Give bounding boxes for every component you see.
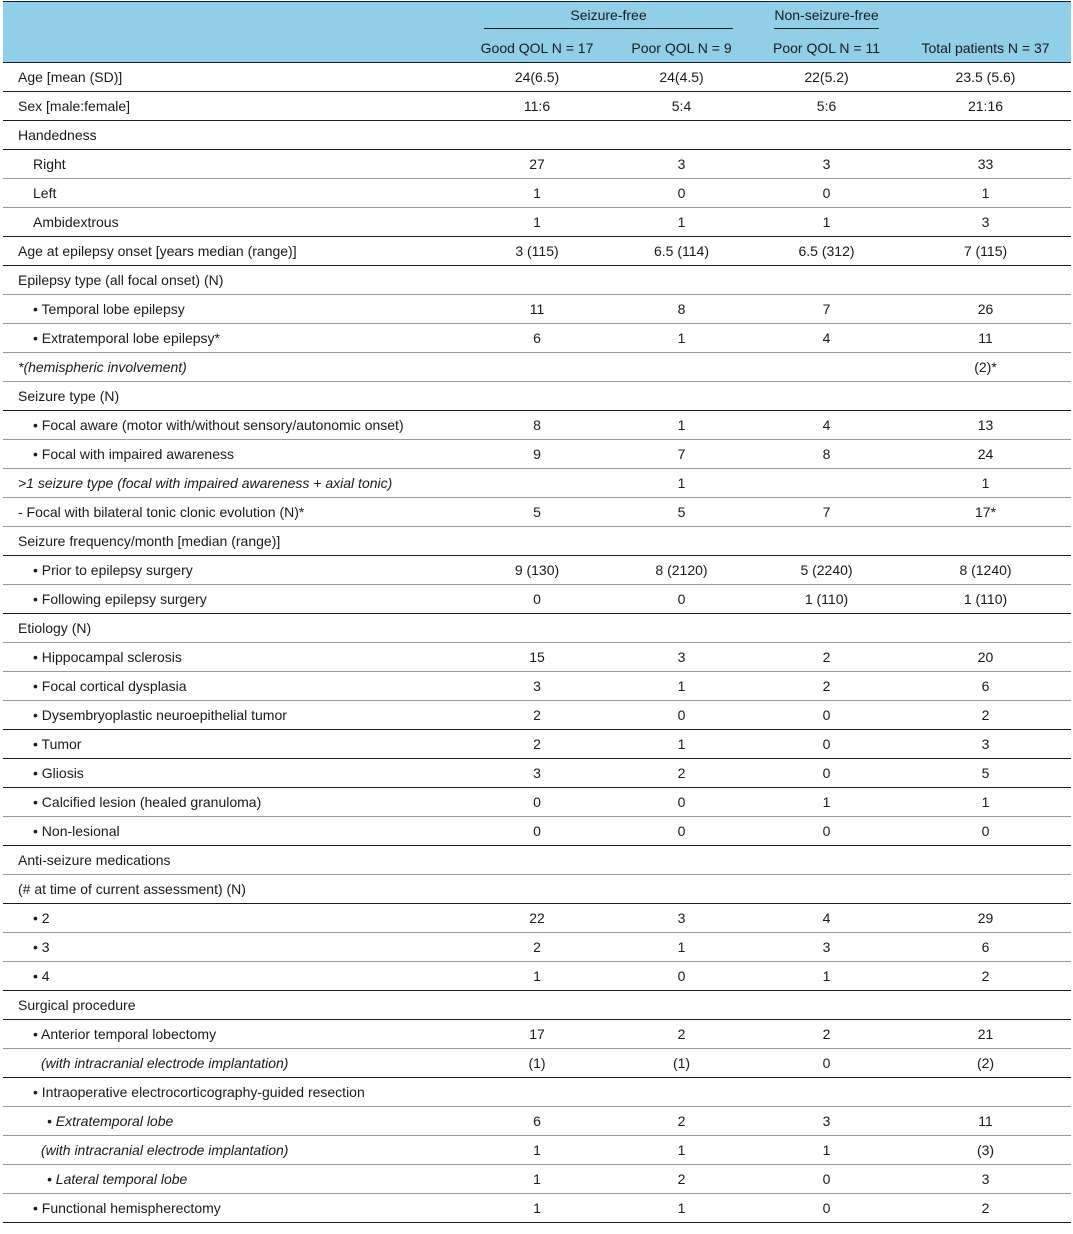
row-value: 2 bbox=[464, 730, 610, 759]
row-value: 7 (115) bbox=[900, 237, 1071, 266]
table-row bbox=[3, 63, 1071, 92]
row-label: • 3 bbox=[3, 933, 464, 962]
row-value: 2 bbox=[753, 643, 900, 672]
row-value bbox=[753, 469, 900, 498]
row-label: • Calcified lesion (healed granuloma) bbox=[3, 788, 464, 817]
row-value: 1 bbox=[464, 1194, 610, 1223]
row-value: 1 bbox=[753, 788, 900, 817]
row-value: 9 (130) bbox=[464, 556, 610, 585]
table-row bbox=[3, 1136, 1071, 1165]
row-value bbox=[753, 527, 900, 556]
table-row bbox=[3, 179, 1071, 208]
table-row bbox=[3, 440, 1071, 469]
table-row bbox=[3, 643, 1071, 672]
row-label: • Focal cortical dysplasia bbox=[3, 672, 464, 701]
row-value: 0 bbox=[464, 817, 610, 846]
row-label: Anti-seizure medications bbox=[3, 846, 464, 875]
row-label: >1 seizure type (focal with impaired awareness + axial tonic) bbox=[3, 469, 464, 498]
table-row bbox=[3, 614, 1071, 643]
table-row bbox=[3, 121, 1071, 150]
group-header-seizure-free: Seizure-free bbox=[464, 2, 753, 35]
row-value: 3 bbox=[753, 933, 900, 962]
row-label: (with intracranial electrode implantation) bbox=[3, 1136, 464, 1165]
row-value bbox=[464, 121, 610, 150]
row-value: 8 (1240) bbox=[900, 556, 1071, 585]
row-value: 6.5 (114) bbox=[610, 237, 753, 266]
row-value: 1 bbox=[464, 1165, 610, 1194]
row-value: 1 (110) bbox=[900, 585, 1071, 614]
table-row bbox=[3, 585, 1071, 614]
row-value bbox=[610, 875, 753, 904]
row-value bbox=[610, 991, 753, 1020]
row-value: 2 bbox=[900, 1194, 1071, 1223]
table-row bbox=[3, 846, 1071, 875]
row-value: 11 bbox=[900, 1107, 1071, 1136]
table-row bbox=[3, 295, 1071, 324]
row-value: 1 bbox=[464, 962, 610, 991]
row-value: 0 bbox=[610, 701, 753, 730]
header-column-row bbox=[3, 34, 1071, 63]
row-value: 5 (2240) bbox=[753, 556, 900, 585]
table-row bbox=[3, 1194, 1071, 1223]
row-value: 22 bbox=[464, 904, 610, 933]
row-value: 3 bbox=[900, 730, 1071, 759]
table-row bbox=[3, 759, 1071, 788]
table-row bbox=[3, 991, 1071, 1020]
row-value: 0 bbox=[753, 1194, 900, 1223]
row-label: • 4 bbox=[3, 962, 464, 991]
row-value: 0 bbox=[753, 179, 900, 208]
row-label: Sex [male:female] bbox=[3, 92, 464, 121]
row-value: (3) bbox=[900, 1136, 1071, 1165]
row-value bbox=[753, 121, 900, 150]
row-value: 3 bbox=[610, 904, 753, 933]
row-value bbox=[464, 875, 610, 904]
row-value: 3 bbox=[610, 643, 753, 672]
row-label: • Anterior temporal lobectomy bbox=[3, 1020, 464, 1049]
row-value: 9 bbox=[464, 440, 610, 469]
row-value bbox=[900, 121, 1071, 150]
row-value bbox=[610, 121, 753, 150]
row-label: Age at epilepsy onset [years median (range)] bbox=[3, 237, 464, 266]
row-value: 4 bbox=[753, 411, 900, 440]
row-value: 3 bbox=[753, 1107, 900, 1136]
table-header bbox=[3, 2, 1071, 63]
row-value: 0 bbox=[610, 179, 753, 208]
row-value: 26 bbox=[900, 295, 1071, 324]
row-value: 3 bbox=[900, 208, 1071, 237]
row-value: 1 bbox=[610, 324, 753, 353]
row-value: 2 bbox=[753, 1020, 900, 1049]
row-label: • Extratemporal lobe epilepsy* bbox=[3, 324, 464, 353]
row-value: 1 bbox=[610, 730, 753, 759]
row-value bbox=[753, 353, 900, 382]
header-empty-cell bbox=[900, 2, 1071, 35]
row-value: 3 bbox=[753, 150, 900, 179]
row-value bbox=[900, 875, 1071, 904]
row-value bbox=[610, 527, 753, 556]
row-value: 1 bbox=[610, 672, 753, 701]
row-label: • Intraoperative electrocorticography-guided resection bbox=[3, 1078, 464, 1107]
row-value: 0 bbox=[753, 817, 900, 846]
row-value: 1 bbox=[900, 469, 1071, 498]
row-value: 23.5 (5.6) bbox=[900, 63, 1071, 92]
row-value bbox=[753, 614, 900, 643]
row-value bbox=[610, 382, 753, 411]
table-row bbox=[3, 1020, 1071, 1049]
header-group-row bbox=[3, 2, 1071, 35]
row-label: Seizure type (N) bbox=[3, 382, 464, 411]
row-value bbox=[900, 382, 1071, 411]
row-value: 5 bbox=[464, 498, 610, 527]
row-value bbox=[753, 266, 900, 295]
row-value: 8 bbox=[464, 411, 610, 440]
row-value: 0 bbox=[610, 788, 753, 817]
row-label: • Functional hemispherectomy bbox=[3, 1194, 464, 1223]
row-value: 1 bbox=[753, 1136, 900, 1165]
row-value: 0 bbox=[610, 962, 753, 991]
row-value bbox=[610, 353, 753, 382]
row-label: • Hippocampal sclerosis bbox=[3, 643, 464, 672]
row-label: Etiology (N) bbox=[3, 614, 464, 643]
column-header-total: Total patients N = 37 bbox=[921, 40, 1050, 56]
row-value: 21 bbox=[900, 1020, 1071, 1049]
table-row bbox=[3, 1078, 1071, 1107]
row-label: • Following epilepsy surgery bbox=[3, 585, 464, 614]
row-value: 2 bbox=[900, 962, 1071, 991]
row-value bbox=[753, 846, 900, 875]
row-value: (2) bbox=[900, 1049, 1071, 1078]
row-value: 3 (115) bbox=[464, 237, 610, 266]
row-label: Right bbox=[3, 150, 464, 179]
row-label: Handedness bbox=[3, 121, 464, 150]
table-row bbox=[3, 150, 1071, 179]
row-value: 1 bbox=[610, 1136, 753, 1165]
row-value bbox=[464, 991, 610, 1020]
row-label: Seizure frequency/month [median (range)] bbox=[3, 527, 464, 556]
row-value: 22(5.2) bbox=[753, 63, 900, 92]
row-value: 7 bbox=[753, 498, 900, 527]
row-value bbox=[464, 1078, 610, 1107]
row-value bbox=[464, 527, 610, 556]
row-value: 13 bbox=[900, 411, 1071, 440]
row-label: • Temporal lobe epilepsy bbox=[3, 295, 464, 324]
row-value: 0 bbox=[464, 788, 610, 817]
row-value: 17* bbox=[900, 498, 1071, 527]
table-row bbox=[3, 788, 1071, 817]
row-value bbox=[464, 846, 610, 875]
row-value: 24(4.5) bbox=[610, 63, 753, 92]
row-value: 21:16 bbox=[900, 92, 1071, 121]
row-label: *(hemispheric involvement) bbox=[3, 353, 464, 382]
table-row bbox=[3, 208, 1071, 237]
column-header-label bbox=[3, 34, 464, 63]
row-value: 4 bbox=[753, 904, 900, 933]
table-row bbox=[3, 266, 1071, 295]
row-value: 17 bbox=[464, 1020, 610, 1049]
row-label: - Focal with bilateral tonic clonic evolution (N)* bbox=[3, 498, 464, 527]
row-value: 0 bbox=[753, 730, 900, 759]
row-value: 20 bbox=[900, 643, 1071, 672]
row-value: 2 bbox=[753, 672, 900, 701]
table-row bbox=[3, 933, 1071, 962]
table-row bbox=[3, 324, 1071, 353]
row-value: 2 bbox=[464, 933, 610, 962]
row-value: 1 (110) bbox=[753, 585, 900, 614]
row-value: 3 bbox=[610, 150, 753, 179]
row-value: 1 bbox=[464, 179, 610, 208]
row-value: 0 bbox=[610, 585, 753, 614]
row-label: • Focal aware (motor with/without sensory/autonomic onset) bbox=[3, 411, 464, 440]
row-value bbox=[464, 469, 610, 498]
column-header-sf-good-qol: Good QOL N = 17 bbox=[480, 40, 594, 56]
row-value: 11 bbox=[900, 324, 1071, 353]
table-row bbox=[3, 92, 1071, 121]
row-value: 2 bbox=[610, 1165, 753, 1194]
row-value: 1 bbox=[610, 469, 753, 498]
row-value bbox=[753, 382, 900, 411]
column-header-sf-poor-qol: Poor QOL N = 9 bbox=[631, 40, 732, 56]
table-row bbox=[3, 962, 1071, 991]
table-row bbox=[3, 730, 1071, 759]
row-value: 24(6.5) bbox=[464, 63, 610, 92]
row-value: 1 bbox=[753, 208, 900, 237]
row-value: 11 bbox=[464, 295, 610, 324]
row-value bbox=[900, 1078, 1071, 1107]
row-value: 33 bbox=[900, 150, 1071, 179]
row-value: 1 bbox=[610, 208, 753, 237]
row-value: 5:4 bbox=[610, 92, 753, 121]
row-label: • Non-lesional bbox=[3, 817, 464, 846]
row-value: 0 bbox=[753, 759, 900, 788]
row-value: 3 bbox=[464, 759, 610, 788]
table-row bbox=[3, 411, 1071, 440]
row-value: 1 bbox=[900, 788, 1071, 817]
table-row bbox=[3, 1049, 1071, 1078]
row-value: 5 bbox=[900, 759, 1071, 788]
row-value bbox=[610, 266, 753, 295]
row-label: • Tumor bbox=[3, 730, 464, 759]
row-label: Epilepsy type (all focal onset) (N) bbox=[3, 266, 464, 295]
row-value: 1 bbox=[753, 962, 900, 991]
row-value: 4 bbox=[753, 324, 900, 353]
table-body bbox=[3, 63, 1071, 1223]
row-value bbox=[900, 846, 1071, 875]
table-row bbox=[3, 382, 1071, 411]
group-header-non-seizure-free: Non-seizure-free bbox=[753, 2, 900, 35]
row-value: 6 bbox=[464, 1107, 610, 1136]
table-row bbox=[3, 672, 1071, 701]
row-value bbox=[610, 1078, 753, 1107]
row-value: 1 bbox=[610, 1194, 753, 1223]
patient-characteristics-table bbox=[3, 1, 1071, 1223]
row-value: (1) bbox=[610, 1049, 753, 1078]
row-value: 15 bbox=[464, 643, 610, 672]
row-value bbox=[464, 353, 610, 382]
row-value: 8 (2120) bbox=[610, 556, 753, 585]
row-value: 2 bbox=[900, 701, 1071, 730]
row-value: 11:6 bbox=[464, 92, 610, 121]
row-value: 6 bbox=[464, 324, 610, 353]
row-label: Surgical procedure bbox=[3, 991, 464, 1020]
table-row bbox=[3, 817, 1071, 846]
row-value: 1 bbox=[900, 179, 1071, 208]
row-label: • 2 bbox=[3, 904, 464, 933]
row-value: 2 bbox=[610, 1107, 753, 1136]
row-label: • Prior to epilepsy surgery bbox=[3, 556, 464, 585]
row-value bbox=[900, 991, 1071, 1020]
table-row bbox=[3, 556, 1071, 585]
row-value: 7 bbox=[610, 440, 753, 469]
row-value bbox=[610, 614, 753, 643]
table-container bbox=[3, 1, 1071, 1223]
row-label: • Focal with impaired awareness bbox=[3, 440, 464, 469]
row-label: • Gliosis bbox=[3, 759, 464, 788]
row-label: • Lateral temporal lobe bbox=[3, 1165, 464, 1194]
table-row bbox=[3, 1107, 1071, 1136]
row-value bbox=[753, 875, 900, 904]
row-value: 3 bbox=[900, 1165, 1071, 1194]
row-value: 1 bbox=[464, 1136, 610, 1165]
row-value: 5 bbox=[610, 498, 753, 527]
column-header-nsf-poor-qol: Poor QOL N = 11 bbox=[773, 40, 881, 56]
row-value: 6 bbox=[900, 672, 1071, 701]
row-value bbox=[900, 527, 1071, 556]
row-value: 1 bbox=[464, 208, 610, 237]
row-value bbox=[900, 266, 1071, 295]
table-row bbox=[3, 237, 1071, 266]
row-value bbox=[753, 991, 900, 1020]
table-row bbox=[3, 1165, 1071, 1194]
row-value: 8 bbox=[610, 295, 753, 324]
row-label: Ambidextrous bbox=[3, 208, 464, 237]
row-value: 0 bbox=[610, 817, 753, 846]
row-value: 2 bbox=[610, 759, 753, 788]
row-value: 2 bbox=[464, 701, 610, 730]
row-value: 3 bbox=[464, 672, 610, 701]
row-value bbox=[464, 382, 610, 411]
row-value bbox=[464, 266, 610, 295]
row-label: Left bbox=[3, 179, 464, 208]
row-value: 1 bbox=[610, 411, 753, 440]
table-row bbox=[3, 701, 1071, 730]
row-value: 0 bbox=[464, 585, 610, 614]
row-value: 1 bbox=[610, 933, 753, 962]
row-label: • Extratemporal lobe bbox=[3, 1107, 464, 1136]
row-value: 0 bbox=[753, 1165, 900, 1194]
row-label: (# at time of current assessment) (N) bbox=[3, 875, 464, 904]
row-label: Age [mean (SD)] bbox=[3, 63, 464, 92]
row-value: 8 bbox=[753, 440, 900, 469]
row-value: 0 bbox=[753, 701, 900, 730]
row-value: 0 bbox=[753, 1049, 900, 1078]
table-row bbox=[3, 498, 1071, 527]
row-value: (2)* bbox=[900, 353, 1071, 382]
row-value bbox=[753, 1078, 900, 1107]
row-value: 7 bbox=[753, 295, 900, 324]
table-row bbox=[3, 353, 1071, 382]
row-value: 2 bbox=[610, 1020, 753, 1049]
table-row bbox=[3, 875, 1071, 904]
row-value: 24 bbox=[900, 440, 1071, 469]
row-value: (1) bbox=[464, 1049, 610, 1078]
table-row bbox=[3, 469, 1071, 498]
table-row bbox=[3, 527, 1071, 556]
row-value bbox=[900, 614, 1071, 643]
row-label: (with intracranial electrode implantation) bbox=[3, 1049, 464, 1078]
row-value bbox=[464, 614, 610, 643]
row-value: 27 bbox=[464, 150, 610, 179]
header-empty-cell bbox=[3, 2, 464, 35]
row-value: 29 bbox=[900, 904, 1071, 933]
row-value bbox=[610, 846, 753, 875]
row-label: • Dysembryoplastic neuroepithelial tumor bbox=[3, 701, 464, 730]
row-value: 5:6 bbox=[753, 92, 900, 121]
row-value: 6.5 (312) bbox=[753, 237, 900, 266]
table-row bbox=[3, 904, 1071, 933]
row-value: 0 bbox=[900, 817, 1071, 846]
row-value: 6 bbox=[900, 933, 1071, 962]
